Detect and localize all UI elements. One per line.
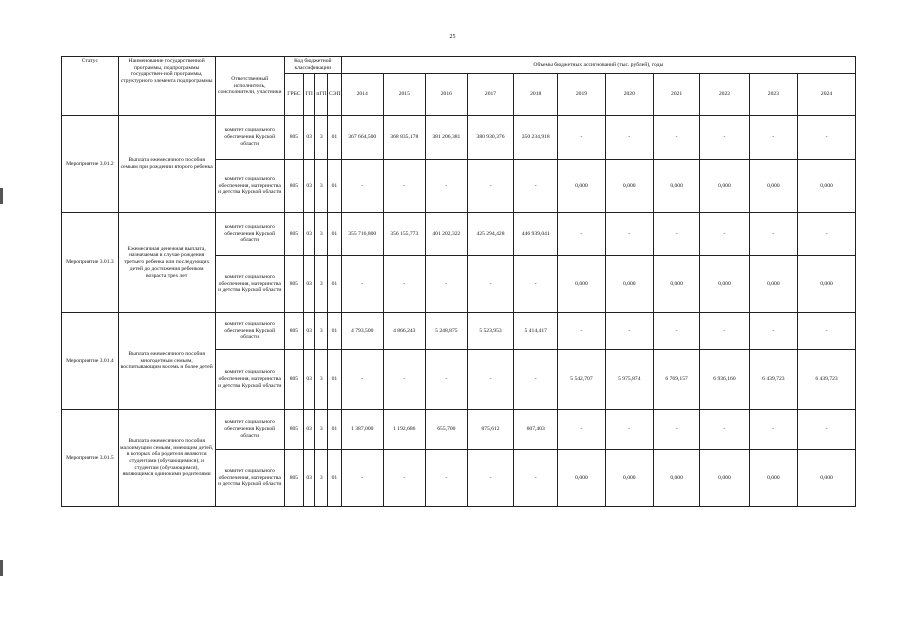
code-cell: 01 [328,350,342,410]
measure-name: Выплата ежемесячного пособия малоимущим семьям, имеющим детей, в которых оба родителя являются студентами (обучающимися), и студентам (обучающимся), являющимся одинокими родителями [118,410,215,507]
code-cell: 03 [303,450,315,507]
table-row [62,116,856,160]
value-cell: - [425,450,467,507]
value-cell: - [605,410,653,450]
value-cell: 380 930,376 [467,116,513,160]
value-cell: 0,000 [653,256,699,313]
value-cell: - [558,213,605,256]
code-cell: 805 [284,450,303,507]
value-cell: - [653,213,699,256]
budget-table [61,56,856,507]
code-cell: 01 [328,213,342,256]
value-cell: 381 206,381 [425,116,467,160]
table-row [62,213,856,256]
value-cell: - [700,116,749,160]
header-year: 2014 [341,74,383,116]
value-cell: - [467,256,513,313]
value-cell: - [700,213,749,256]
code-cell: 805 [284,313,303,350]
value-cell: - [798,313,856,350]
value-cell: 5 414,417 [514,313,558,350]
value-cell: - [700,313,749,350]
value-cell: - [383,256,425,313]
code-cell: 01 [328,256,342,313]
value-cell: 5 248,875 [425,313,467,350]
code-cell: 03 [303,410,315,450]
table-row [62,410,856,450]
value-cell: 0,000 [653,450,699,507]
value-cell: - [558,410,605,450]
code-cell: 805 [284,160,303,213]
value-cell: - [653,313,699,350]
code-cell: 3 [315,313,328,350]
value-cell: 5 975,874 [605,350,653,410]
value-cell: - [514,450,558,507]
header-year: 2024 [798,74,856,116]
value-cell: - [798,410,856,450]
executor-cell: комитет социального обеспечения Курской области [215,313,284,350]
code-cell: 3 [315,350,328,410]
page-number: 25 [449,34,456,40]
value-cell: 6 439,723 [749,350,797,410]
value-cell: - [514,256,558,313]
value-cell: - [383,450,425,507]
value-cell: 875,612 [467,410,513,450]
header-year: 2017 [467,74,513,116]
header-year: 2018 [514,74,558,116]
measure-status: Мероприятие 3.01.5 [62,410,119,507]
value-cell: - [798,213,856,256]
value-cell: 355 716,800 [341,213,383,256]
code-cell: 03 [303,160,315,213]
value-cell: 4 793,500 [341,313,383,350]
scan-edge-mark [0,188,3,204]
value-cell: - [467,350,513,410]
header-year: 2022 [700,74,749,116]
measure-status: Мероприятие 3.01.4 [62,313,119,410]
value-cell: - [749,213,797,256]
code-cell: 01 [328,410,342,450]
value-cell: - [605,116,653,160]
value-cell: - [467,160,513,213]
executor-cell: комитет социального обеспечения Курской области [215,116,284,160]
measure-name: Ежемесячная денежная выплата, назначаемая в случае рождения третьего ребенка или последующих детей до достижения ребенком возраста трех лет [118,213,215,313]
value-cell: 0,000 [798,256,856,313]
value-cell: 6 439,723 [798,350,856,410]
value-cell: - [514,350,558,410]
value-cell: 0,000 [749,256,797,313]
value-cell: - [653,410,699,450]
header-year: 2019 [558,74,605,116]
executor-cell: комитет социального обеспечения, материнства и детства Курской области [215,256,284,313]
value-cell: 446 939,041 [514,213,558,256]
code-cell: 03 [303,350,315,410]
value-cell: - [467,450,513,507]
value-cell: - [514,160,558,213]
header-volume-group: Объемы бюджетных ассигнований (тыс. рублей), годы [341,57,855,74]
header-code-group: Код бюджетной классификации [284,57,341,74]
value-cell: - [341,160,383,213]
header-status: Статус [62,57,119,116]
code-cell: 01 [328,160,342,213]
code-cell: 3 [315,213,328,256]
value-cell: 655,700 [425,410,467,450]
code-cell: 805 [284,410,303,450]
value-cell: 5 542,707 [558,350,605,410]
value-cell: 0,000 [700,256,749,313]
scan-edge-mark [0,560,3,576]
value-cell: - [749,313,797,350]
value-cell: 6 936,160 [700,350,749,410]
code-cell: 3 [315,256,328,313]
value-cell: - [798,116,856,160]
executor-cell: комитет социального обеспечения Курской области [215,410,284,450]
header-year: 2023 [749,74,797,116]
value-cell: - [749,410,797,450]
value-cell: 368 835,178 [383,116,425,160]
code-cell: 03 [303,256,315,313]
code-cell: 01 [328,450,342,507]
value-cell: 0,000 [605,450,653,507]
value-cell: 0,000 [798,450,856,507]
measure-status: Мероприятие 3.01.3 [62,213,119,313]
value-cell: 0,000 [558,160,605,213]
value-cell: 4 866,243 [383,313,425,350]
value-cell: - [425,256,467,313]
header-year: 2021 [653,74,699,116]
value-cell: - [341,350,383,410]
code-cell: 03 [303,313,315,350]
table-header [62,57,856,116]
value-cell: 0,000 [700,450,749,507]
header-code-col: ГП [303,74,315,116]
code-cell: 805 [284,350,303,410]
value-cell: 0,000 [749,450,797,507]
header-name: Наименование государственной программы, подпрограммы государствен-ной программы, структурного элемента подпрограммы [118,57,215,116]
measure-status: Мероприятие 3.01.2 [62,116,119,213]
executor-cell: комитет социального обеспечения, материнства и детства Курской области [215,450,284,507]
value-cell: - [605,213,653,256]
value-cell: - [341,256,383,313]
value-cell: 1 192,686 [383,410,425,450]
code-cell: 01 [328,116,342,160]
code-cell: 805 [284,116,303,160]
executor-cell: комитет социального обеспечения, материнства и детства Курской области [215,160,284,213]
value-cell: 6 769,157 [653,350,699,410]
value-cell: 0,000 [605,256,653,313]
value-cell: - [749,116,797,160]
code-cell: 03 [303,116,315,160]
measure-name: Выплата ежемесячного пособия многодетным семьям, воспитывающим восемь и более детей [118,313,215,410]
value-cell: - [425,350,467,410]
value-cell: 0,000 [749,160,797,213]
code-cell: 805 [284,256,303,313]
value-cell: - [425,160,467,213]
code-cell: 03 [303,213,315,256]
value-cell: - [558,116,605,160]
code-cell: 805 [284,213,303,256]
value-cell: - [700,410,749,450]
value-cell: - [605,313,653,350]
header-code-col: пГП [315,74,328,116]
value-cell: - [383,160,425,213]
header-code-col: ГРБС [284,74,303,116]
header-executor: Ответственный исполнитель, соисполнители, участники [215,57,284,116]
code-cell: 3 [315,116,328,160]
value-cell: 0,000 [700,160,749,213]
value-cell: 350 234,918 [514,116,558,160]
value-cell: 425 294,428 [467,213,513,256]
value-cell: 401 202,322 [425,213,467,256]
header-year: 2015 [383,74,425,116]
header-year: 2020 [605,74,653,116]
value-cell: - [341,450,383,507]
header-code-col: СЭП [328,74,342,116]
value-cell: 0,000 [558,450,605,507]
executor-cell: комитет социального обеспечения Курской области [215,213,284,256]
value-cell: 367 664,500 [341,116,383,160]
table-body [62,116,856,507]
value-cell: 0,000 [798,160,856,213]
value-cell: 0,000 [558,256,605,313]
code-cell: 3 [315,410,328,450]
header-year: 2016 [425,74,467,116]
value-cell: - [558,313,605,350]
value-cell: 356 155,773 [383,213,425,256]
code-cell: 3 [315,450,328,507]
value-cell: 0,000 [653,160,699,213]
value-cell: 0,000 [605,160,653,213]
value-cell: - [383,350,425,410]
table-row [62,313,856,350]
code-cell: 01 [328,313,342,350]
executor-cell: комитет социального обеспечения, материнства и детства Курской области [215,350,284,410]
code-cell: 3 [315,160,328,213]
measure-name: Выплата ежемесячного пособия семьям при рождении второго ребенка [118,116,215,213]
value-cell: 607,403 [514,410,558,450]
value-cell: 5 523,953 [467,313,513,350]
value-cell: - [653,116,699,160]
value-cell: 1 387,000 [341,410,383,450]
